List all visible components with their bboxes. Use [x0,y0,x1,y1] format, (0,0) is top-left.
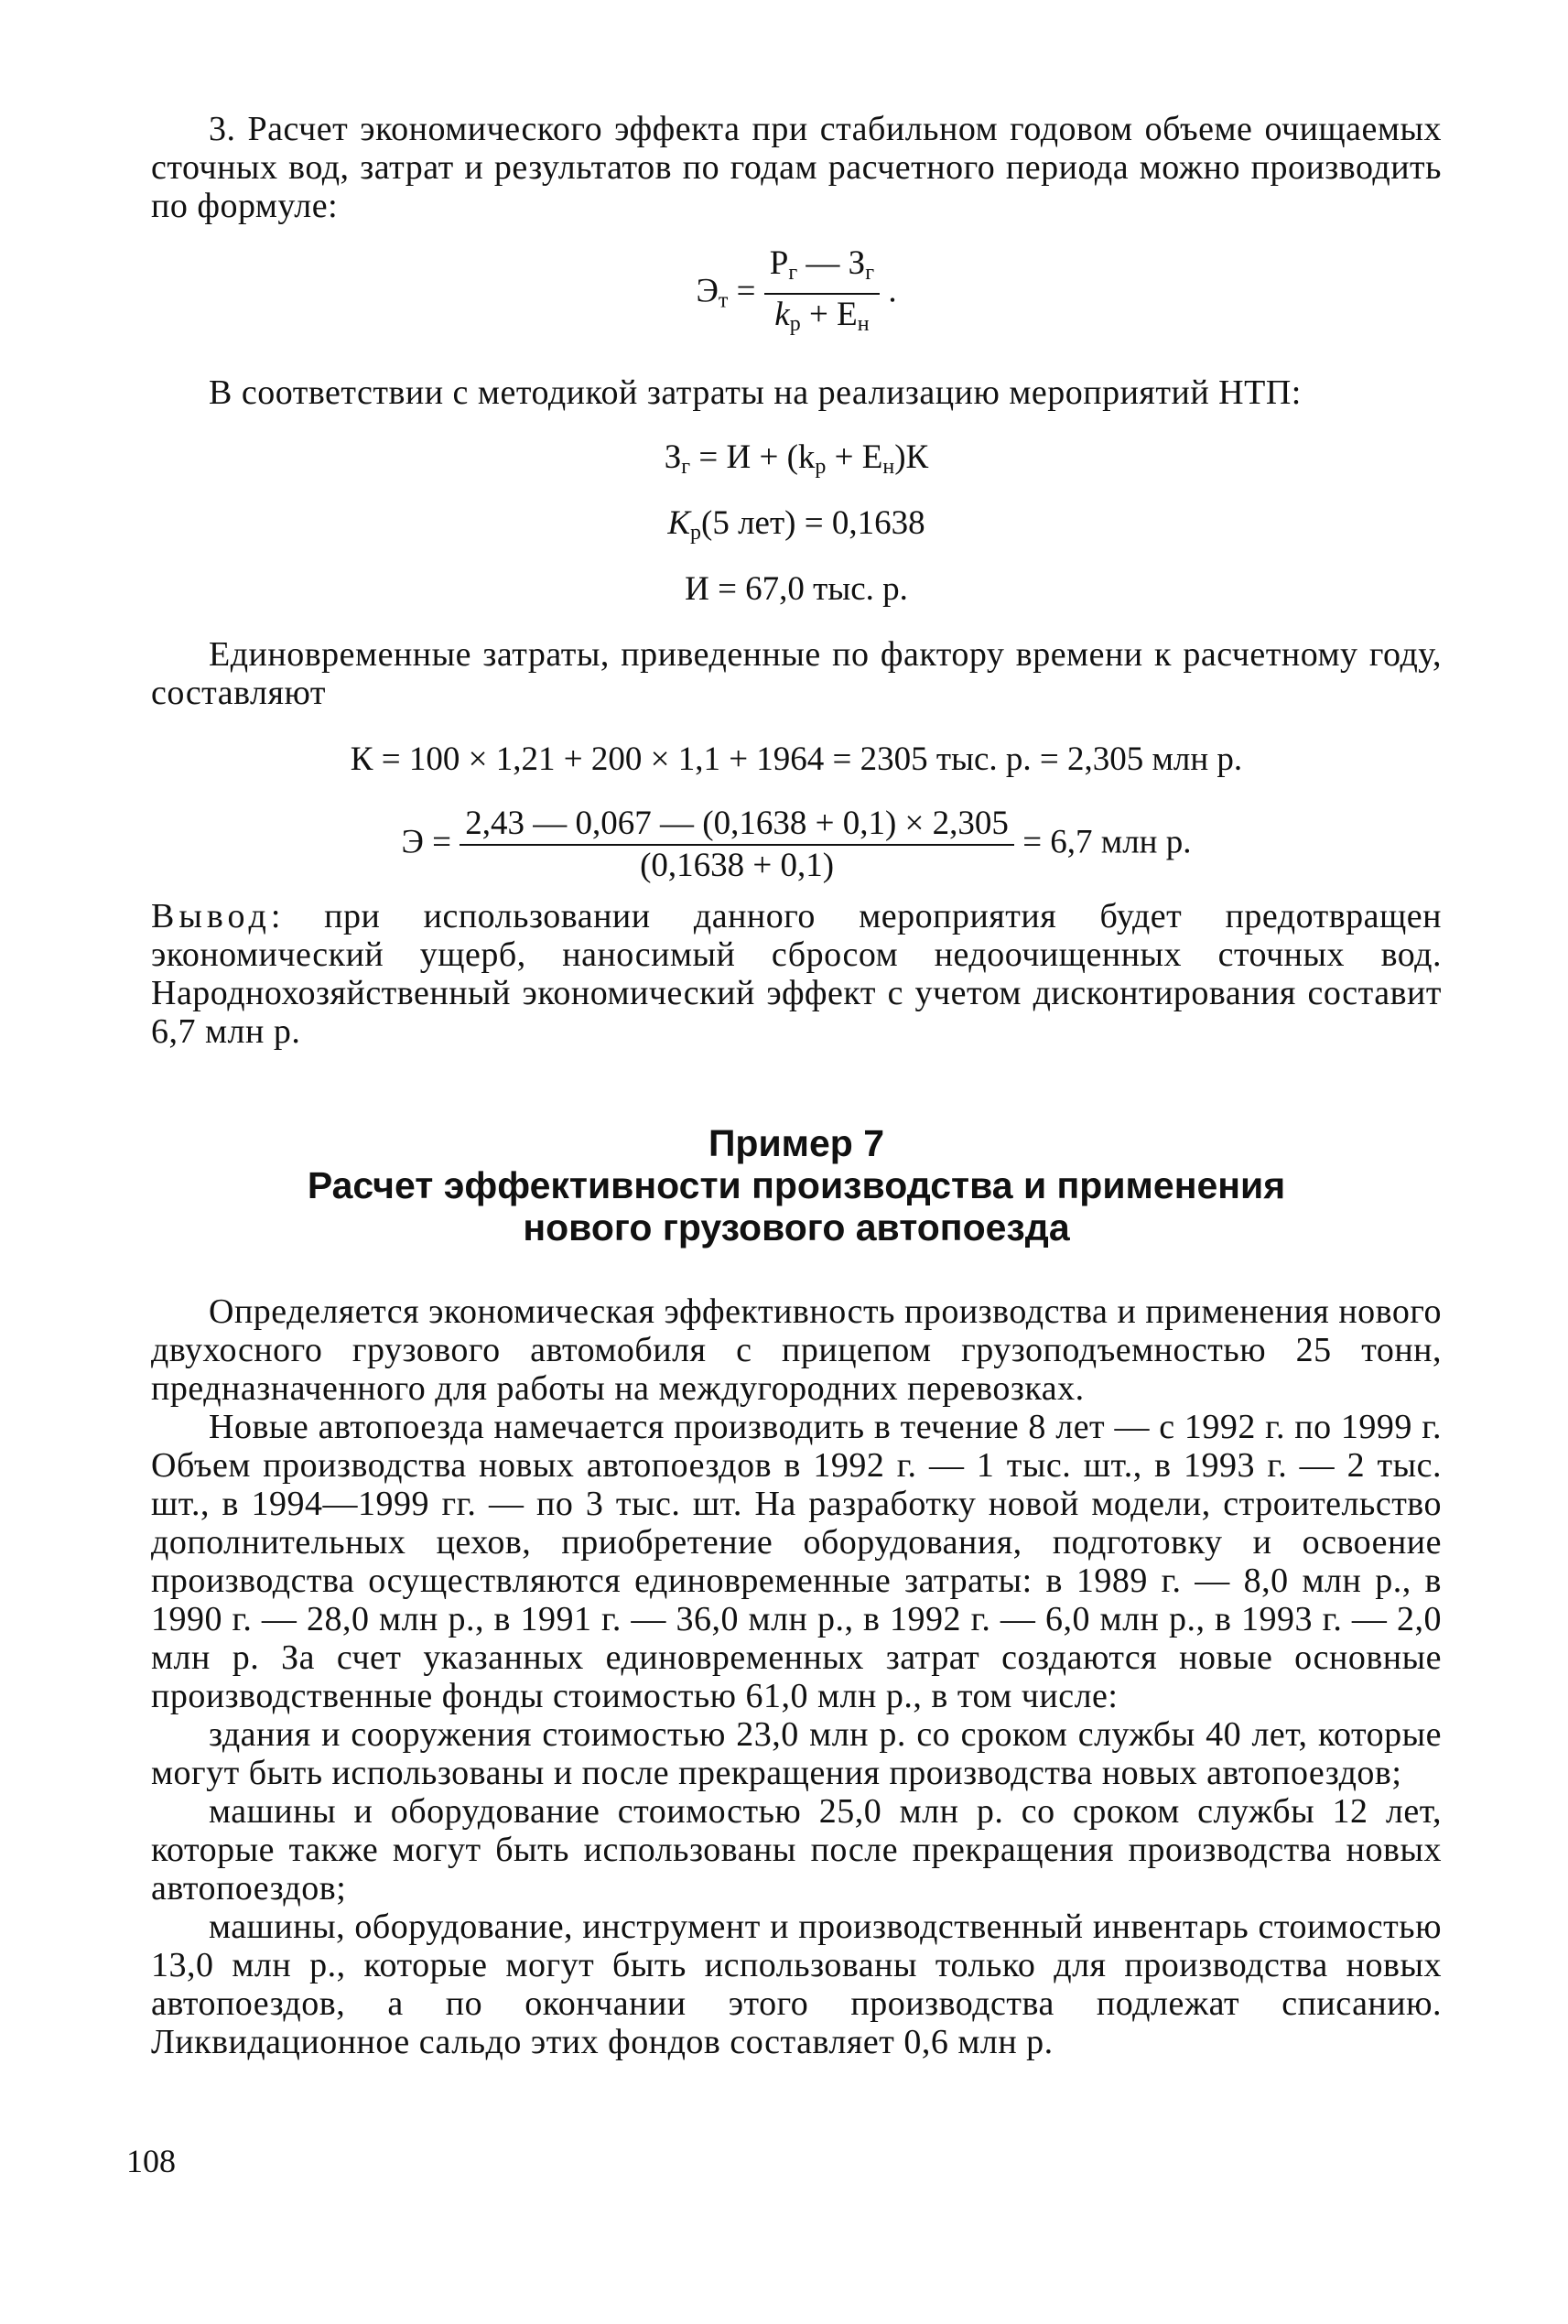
formula-costs: $З_г = И + (k_р + Е_н)К$ [664,438,929,479]
conclusion-label: Вывод [151,897,271,935]
paragraph-methodology: В соответствии с методикой затраты на реализацию мероприятий НТП: [209,373,1302,412]
paragraph-one-time-costs: Единовременные затраты, приведенные по фактору времени к расчетному году, составляют [151,635,1442,712]
page-body [151,110,1442,2061]
paragraph-definition: Определяется экономическая эффективность производства и применения нового двухосного грузового автомобиля с прицепом грузоподъемностью 25 тонн, предназначенного для работы на междугородних перевозках. [151,1292,1442,1408]
paragraph-buildings: здания и сооружения стоимостью 23,0 млн р. со сроком службы 40 лет, которые могут быть использованы и после прекращения производства новых автопоездов; [151,1715,1442,1792]
formula-effect-lhs: Э [696,272,719,310]
formula-effect-equals: = [728,272,764,310]
formula-result-numerator: 2,43 — 0,067 — (0,1638 + 0,1) × 2,305 [460,804,1014,846]
formula-effect-denominator: $k_р + Е_н$ [774,296,870,336]
formula-k: К = 100 × 1,21 + 200 × 1,1 + 1964 = 2305 тыс. р. = 2,305 млн р. [350,740,1243,778]
heading-title-line2: нового грузового автопоезда [523,1206,1070,1248]
formula-result [151,804,1442,886]
heading-title-line1: Расчет эффективности производства и применения [307,1164,1286,1206]
formula-effect-lhs-sub: т [718,288,729,313]
formula-effect-tail: . [880,272,897,310]
formula-kp: $К_р(5$ лет) = 0,1638 [667,504,925,545]
formula-result-fraction [460,804,1014,886]
formula-effect-fraction [764,243,880,344]
formula-i: И = 67,0 тыс. р. [685,570,908,608]
paragraph-equipment: машины, оборудование, инструмент и производственный инвентарь стоимостью 13,0 млн р., которые могут быть использованы только для производства новых автопоездов, а по окончании этого производства подлежат списанию. Ликвидационное сальдо этих фондов составляет 0,6 млн р. [151,1908,1442,2061]
heading-example-number: Пример 7 [708,1122,885,1164]
formula-result-rhs: = 6,7 млн р. [1013,823,1192,861]
section-heading [151,1122,1442,1248]
paragraph-machines: машины и оборудование стоимостью 25,0 млн р. со сроком службы 12 лет, которые также могут быть использованы после прекращения производства новых автопоездов; [151,1792,1442,1908]
formula-effect [151,243,1442,344]
paragraph-production-plan: Новые автопоезда намечается производить в течение 8 лет — с 1992 г. по 1999 г. Объем производства новых автопоездов в 1992 г. — 1 тыс. шт., в 1993 г. — 2 тыс. шт., в 1994—1999 гг. — по 3 тыс. шт. На разработку новой модели, строительство дополнительных цехов, приобретение оборудования, подготовку и освоение производства осуществляются единовременные затраты: в 1989 г. — 8,0 млн р., в 1990 г. — 28,0 млн р., в 1991 г. — 36,0 млн р., в 1992 г. — 6,0 млн р., в 1993 г. — 2,0 млн р. За счет указанных единовременных затрат создаются новые основные производственные фонды стоимостью 61,0 млн р., в том числе: [151,1408,1442,1715]
paragraph-conclusion [151,897,1442,1051]
formula-result-denominator: (0,1638 + 0,1) [640,847,835,884]
page-number: 108 [126,2143,176,2179]
paragraph-formula-intro: 3. Расчет экономического эффекта при стабильном годовом объеме очищаемых сточных вод, затрат и результатов по годам расчетного периода можно производить по формуле: [151,110,1442,225]
formula-result-lhs: Э = [401,823,460,861]
formula-effect-numerator: $Р_г$ — $З_г$ [764,243,880,295]
conclusion-text: : при использовании данного мероприятия будет предотвращен экономический ущерб, наносимый сбросом недоочищенных сточных вод. Народнохозяйственный экономический эффект с учетом дисконтирования составит 6,7 млн р. [151,897,1442,1051]
